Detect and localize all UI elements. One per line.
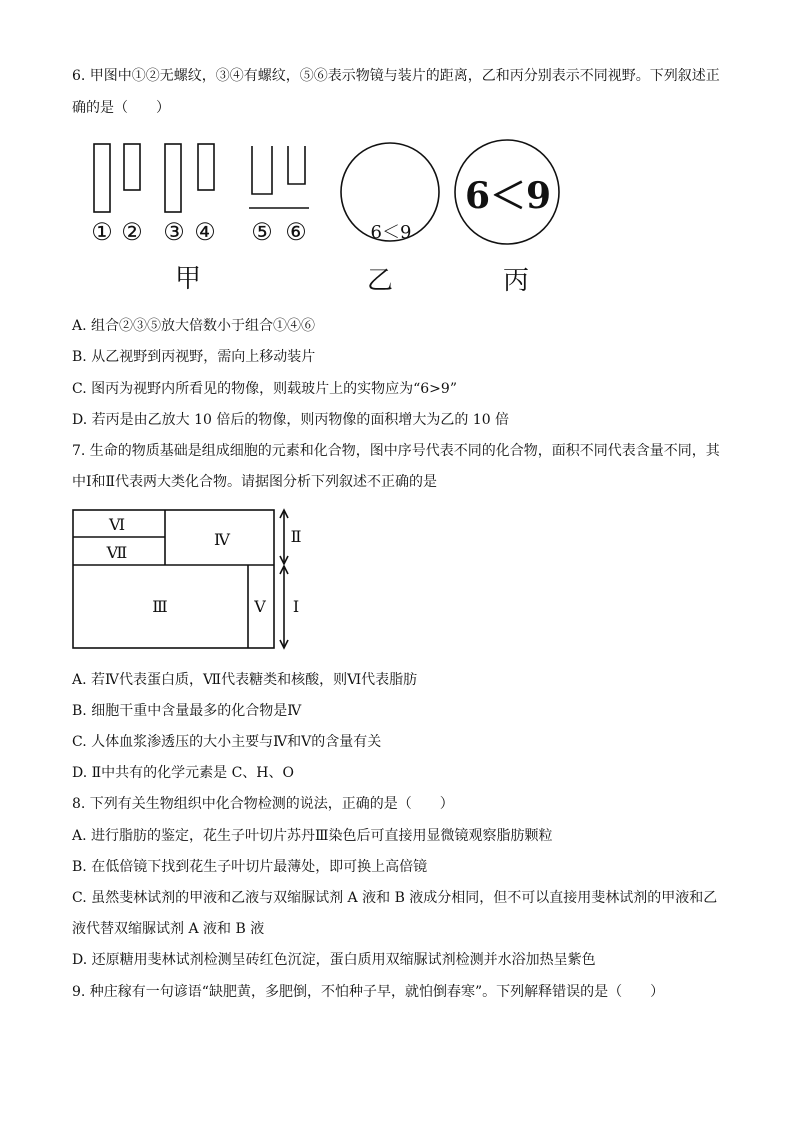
q8-option-a: A. 进行脂肪的鉴定，花生子叶切片苏丹Ⅲ染色后可直接用显微镜观察脂肪颗粒 [72,828,553,844]
q6-stem-line2: 确的是（ ） [72,100,170,116]
label-I: Ⅰ [292,597,300,616]
objective-5 [252,146,272,194]
objective-3 [165,144,181,212]
q8-option-b: B. 在低倍镜下找到花生子叶切片最薄处，即可换上高倍镜 [72,859,428,875]
q8-stem: 8. 下列有关生物组织中化合物检测的说法，正确的是（ ） [72,796,454,812]
q6-option-b: B. 从乙视野到丙视野，需向上移动装片 [72,349,316,365]
label-4: ④ [194,218,216,246]
q8-option-c-line2: 液代替双缩脲试剂 A 液和 B 液 [72,921,265,937]
q9-stem: 9. 种庄稼有一句谚语“缺肥黄，多肥倒，不怕种子早，就怕倒春寒”。下列解释错误的是（ ） [72,984,665,1000]
q6-stem-line1: 6. 甲图中①②无螺纹，③④有螺纹，⑤⑥表示物镜与装片的距离，乙和丙分别表示不同视野。下列叙述正 [72,68,720,84]
objective-1 [94,144,110,212]
view-bing-text: 6＜9 [464,175,552,217]
q6-option-a: A. 组合②③⑤放大倍数小于组合①④⑥ [72,318,316,334]
objective-2 [124,144,140,190]
label-1: ① [91,218,113,246]
label-II: Ⅱ [290,527,302,546]
label-VII: Ⅶ [106,543,128,562]
objective-6 [288,146,305,184]
objective-4 [198,144,214,190]
caption-bing: 丙 [502,266,530,296]
label-IV: Ⅳ [214,530,230,549]
label-5: ⑤ [251,218,273,246]
label-3: ③ [163,218,185,246]
q8-option-d: D. 还原糖用斐林试剂检测呈砖红色沉淀，蛋白质用双缩脲试剂检测并水浴加热呈紫色 [72,952,596,968]
label-III: Ⅲ [152,597,168,616]
caption-yi: 乙 [366,266,394,296]
q7-stem-line2: 中Ⅰ和Ⅱ代表两大类化合物。请据图分析下列叙述不正确的是 [72,474,438,490]
q6-figure [0,130,794,300]
q7-figure [0,500,794,660]
q7-option-b: B. 细胞干重中含量最多的化合物是Ⅳ [72,703,302,719]
q6-option-c: C. 图丙为视野内所看见的物像，则载玻片上的实物应为“6>9” [72,381,457,397]
label-2: ② [121,218,143,246]
q7-option-c: C. 人体血浆渗透压的大小主要与Ⅳ和Ⅴ的含量有关 [72,734,382,750]
q8-option-c-line1: C. 虽然斐林试剂的甲液和乙液与双缩脲试剂 A 液和 B 液成分相同，但不可以直接用斐林试剂的甲液和乙 [72,890,718,906]
label-6: ⑥ [285,218,307,246]
label-V: Ⅴ [254,597,266,616]
q7-option-a: A. 若Ⅳ代表蛋白质，Ⅶ代表糖类和核酸，则Ⅵ代表脂肪 [72,672,418,688]
q7-option-d: D. Ⅱ中共有的化学元素是 C、H、O [72,765,294,781]
caption-jia: 甲 [174,264,202,294]
view-yi-text: 6＜9 [370,222,412,243]
label-VI: Ⅵ [108,515,126,534]
q6-option-d: D. 若丙是由乙放大 10 倍后的物像，则丙物像的面积增大为乙的 10 倍 [72,412,510,428]
q7-stem-line1: 7. 生命的物质基础是组成细胞的元素和化合物，图中序号代表不同的化合物，面积不同代表含量不同，其 [72,443,720,459]
q7-outer-box [73,510,274,648]
